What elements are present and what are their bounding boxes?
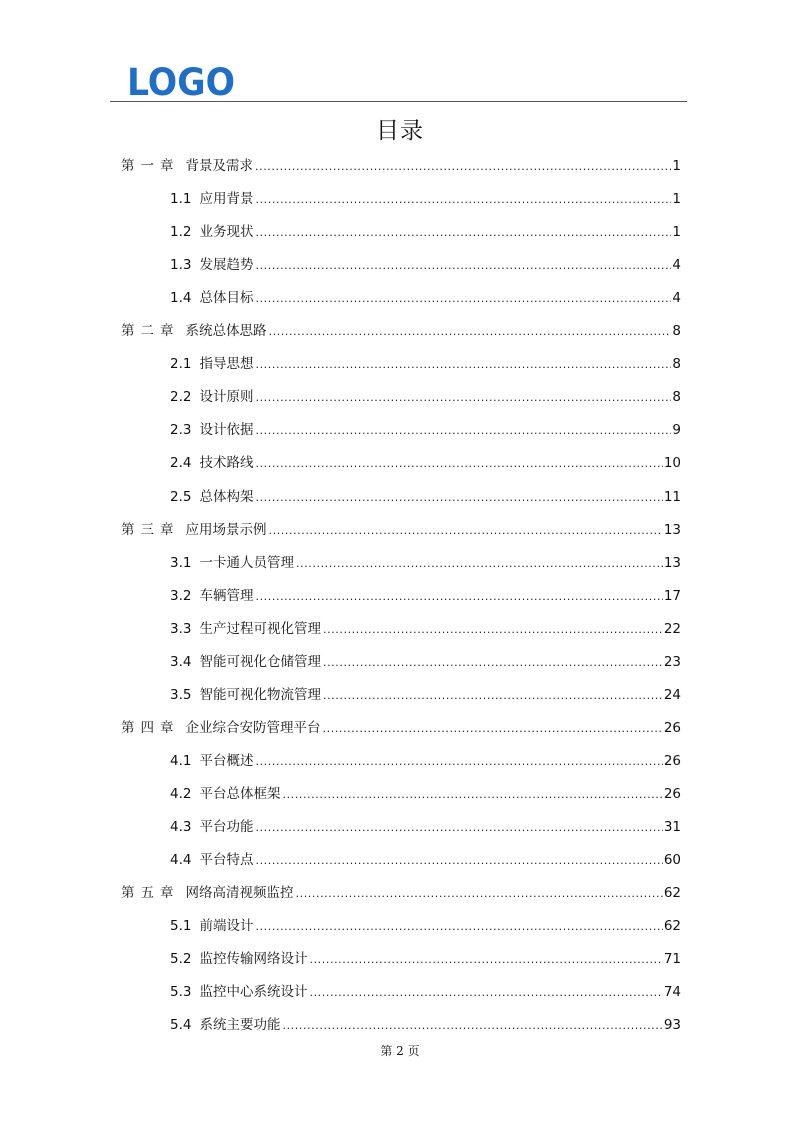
toc-page-number: 62	[663, 885, 681, 902]
toc-entry-title: 应用背景	[199, 191, 254, 208]
toc-entry-title: 智能可视化仓储管理	[199, 653, 321, 670]
toc-entry-number: 3.3	[170, 620, 192, 637]
toc-entry-number: 1.4	[170, 290, 192, 307]
toc-section-entry[interactable]	[170, 747, 681, 769]
toc-chapter-entry[interactable]	[121, 879, 681, 901]
toc-entry-number: 第三章	[121, 521, 180, 538]
toc-entry-title: 智能可视化物流管理	[199, 686, 321, 703]
toc-entry-title: 设计依据	[199, 422, 254, 439]
toc-dot-leader	[255, 491, 662, 505]
toc-section-entry[interactable]	[170, 185, 681, 207]
toc-page-number: 62	[663, 918, 681, 935]
toc-entry-number: 5.2	[170, 951, 192, 968]
toc-page-number: 17	[663, 587, 681, 604]
toc-entry-label	[170, 918, 255, 934]
toc-entry-label	[121, 158, 255, 174]
toc-dot-leader	[323, 689, 663, 703]
toc-dot-leader	[255, 854, 662, 868]
toc-page-number: 22	[663, 620, 681, 637]
toc-entry-title: 平台功能	[199, 819, 254, 835]
toc-entry-title: 车辆管理	[199, 587, 254, 604]
toc-page-number: 8	[672, 389, 681, 406]
toc-page-number: 74	[663, 984, 681, 1001]
toc-page-number: 13	[663, 521, 681, 538]
toc-entry-label	[170, 224, 255, 240]
toc-entry-number: 2.5	[170, 488, 192, 505]
toc-entry-label	[170, 588, 255, 604]
toc-entry-number: 4.2	[170, 785, 192, 802]
logo-text: LOGO	[127, 64, 235, 98]
toc-entry-title: 发展趋势	[199, 257, 254, 274]
toc-dot-leader	[255, 920, 662, 934]
toc-page-number: 23	[663, 653, 681, 670]
toc-entry-number: 第二章	[121, 323, 180, 340]
toc-entry-title: 总体构架	[199, 488, 254, 505]
toc-entry-number: 3.1	[170, 554, 192, 571]
toc-page-number: 1	[672, 191, 681, 208]
toc-entry-title: 系统主要功能	[199, 1017, 281, 1034]
toc-section-entry[interactable]	[170, 582, 681, 604]
toc-entry-number: 1.1	[170, 191, 192, 208]
toc-entry-label	[170, 984, 309, 1000]
toc-chapter-entry[interactable]	[121, 714, 681, 736]
toc-page-number: 8	[672, 356, 681, 373]
toc-entry-label	[121, 323, 269, 339]
toc-dot-leader	[309, 986, 662, 1000]
toc-section-entry[interactable]	[170, 416, 681, 438]
toc-dot-leader	[255, 457, 662, 471]
toc-entry-title: 技术路线	[199, 455, 254, 472]
toc-page-number: 1	[672, 158, 681, 174]
toc-dot-leader	[282, 1019, 662, 1033]
toc-entry-label	[170, 389, 255, 405]
toc-dot-leader	[255, 160, 671, 174]
toc-dot-leader	[323, 656, 663, 670]
toc-entry-label	[170, 356, 255, 372]
toc-page-number: 93	[663, 1017, 681, 1034]
toc-entry-label	[170, 191, 255, 207]
toc-chapter-entry[interactable]	[121, 317, 681, 339]
toc-entry-label	[170, 489, 255, 505]
toc-dot-leader	[255, 424, 671, 438]
toc-section-entry[interactable]	[170, 1011, 681, 1033]
toc-entry-title: 业务现状	[199, 224, 254, 241]
toc-entry-title: 一卡通人员管理	[199, 554, 294, 571]
page-number-footer: 第 2 页	[380, 1044, 420, 1058]
toc-entry-number: 5.1	[170, 918, 192, 935]
toc-dot-leader	[255, 391, 671, 405]
toc-dot-leader	[296, 887, 663, 901]
toc-entry-label	[170, 819, 255, 835]
header-rule	[110, 101, 687, 102]
toc-dot-leader	[255, 821, 662, 835]
toc-page-number: 4	[672, 257, 681, 274]
toc-page-number: 8	[672, 323, 681, 340]
toc-entry-title: 设计原则	[199, 389, 254, 406]
toc-dot-leader	[255, 259, 671, 273]
toc-entry-number: 2.3	[170, 422, 192, 439]
toc-section-entry[interactable]	[170, 251, 681, 273]
toc-section-entry[interactable]	[170, 912, 681, 934]
toc-page-number: 9	[672, 422, 681, 439]
toc-section-entry[interactable]	[170, 780, 681, 802]
toc-entry-title: 平台特点	[199, 852, 254, 869]
toc-dot-leader	[255, 193, 671, 207]
toc-section-entry[interactable]	[170, 483, 681, 505]
toc-section-entry[interactable]	[170, 945, 681, 967]
toc-section-entry[interactable]	[170, 813, 681, 835]
toc-entry-title: 监控传输网络设计	[199, 951, 308, 968]
toc-entry-label	[170, 621, 323, 637]
page-title: 目录	[376, 118, 424, 144]
toc-section-entry[interactable]	[170, 615, 681, 637]
toc-entry-number: 2.1	[170, 356, 192, 373]
toc-entry-number: 第四章	[121, 719, 180, 736]
toc-entry-title: 监控中心系统设计	[199, 984, 308, 1001]
toc-entry-number: 3.2	[170, 587, 192, 604]
toc-entry-number: 4.3	[170, 819, 192, 835]
toc-entry-number: 1.2	[170, 224, 192, 241]
toc-dot-leader	[255, 590, 662, 604]
toc-entry-label	[170, 1017, 282, 1033]
toc-section-entry[interactable]	[170, 846, 681, 868]
toc-entry-title: 企业综合安防管理平台	[185, 719, 321, 736]
toc-dot-leader	[296, 557, 663, 571]
toc-entry-label	[170, 455, 255, 471]
toc-section-entry[interactable]	[170, 978, 681, 1000]
toc-entry-label	[170, 753, 255, 769]
toc-section-entry[interactable]	[170, 681, 681, 703]
toc-entry-number: 第一章	[121, 158, 180, 174]
toc-entry-title: 背景及需求	[185, 158, 253, 174]
toc-entry-title: 指导思想	[199, 356, 254, 373]
logo	[127, 64, 237, 98]
toc-entry-label	[170, 951, 309, 967]
toc-section-entry[interactable]	[170, 218, 681, 240]
toc-entry-label	[121, 720, 323, 736]
toc-dot-leader	[323, 623, 663, 637]
toc-entry-label	[170, 852, 255, 868]
toc-page-number: 1	[672, 224, 681, 241]
toc-entry-label	[170, 687, 323, 703]
toc-section-entry[interactable]	[170, 350, 681, 372]
toc-entry-label	[121, 885, 296, 901]
toc-dot-leader	[309, 953, 662, 967]
toc-section-entry[interactable]	[170, 449, 681, 471]
toc-entry-label	[170, 257, 255, 273]
toc-page-number: 11	[663, 488, 681, 505]
toc-page-number: 71	[663, 951, 681, 968]
toc-entry-number: 2.4	[170, 455, 192, 472]
toc-entry-number: 4.4	[170, 852, 192, 869]
toc-entry-title: 平台总体框架	[199, 785, 281, 802]
toc-entry-number: 4.1	[170, 752, 192, 769]
toc-section-entry[interactable]	[170, 648, 681, 670]
toc-page-number: 13	[663, 554, 681, 571]
toc-section-entry[interactable]	[170, 383, 681, 405]
toc-entry-title: 应用场景示例	[185, 521, 267, 538]
toc-chapter-entry[interactable]	[121, 516, 681, 538]
toc-page-number: 60	[663, 852, 681, 869]
toc-dot-leader	[255, 226, 671, 240]
toc-dot-leader	[323, 722, 663, 736]
toc-entry-number: 3.5	[170, 686, 192, 703]
toc-page-number: 26	[663, 719, 681, 736]
toc-entry-title: 网络高清视频监控	[185, 885, 294, 902]
toc-dot-leader	[255, 358, 671, 372]
toc-entry-label	[170, 422, 255, 438]
toc-chapter-entry[interactable]	[121, 152, 681, 174]
toc-page-number: 31	[663, 819, 681, 835]
logo-mark	[127, 64, 237, 98]
toc-page-number: 26	[663, 752, 681, 769]
toc-entry-title: 总体目标	[199, 290, 254, 307]
toc-entry-title: 平台概述	[199, 752, 254, 769]
toc-dot-leader	[255, 755, 662, 769]
toc-entry-label	[170, 555, 296, 571]
toc-entry-title: 系统总体思路	[185, 323, 267, 340]
toc-entry-number: 5.4	[170, 1017, 192, 1034]
toc-entry-number: 3.4	[170, 653, 192, 670]
toc-dot-leader	[255, 292, 671, 306]
toc-entry-title: 前端设计	[199, 918, 254, 935]
toc-page-number: 4	[672, 290, 681, 307]
toc-page-number: 26	[663, 785, 681, 802]
toc-page-number: 10	[663, 455, 681, 472]
toc-entry-label	[170, 786, 282, 802]
toc-entry-number: 5.3	[170, 984, 192, 1001]
toc-section-entry[interactable]	[170, 284, 681, 306]
toc-entry-number: 2.2	[170, 389, 192, 406]
toc-entry-number: 1.3	[170, 257, 192, 274]
toc-dot-leader	[282, 788, 662, 802]
toc-entry-title: 生产过程可视化管理	[199, 620, 321, 637]
toc-section-entry[interactable]	[170, 549, 681, 571]
toc-page-number: 24	[663, 686, 681, 703]
toc-dot-leader	[269, 524, 663, 538]
toc-entry-label	[170, 290, 255, 306]
toc-entry-label	[121, 522, 269, 538]
toc-entry-number: 第五章	[121, 885, 180, 902]
toc-dot-leader	[269, 325, 672, 339]
toc-entry-label	[170, 654, 323, 670]
